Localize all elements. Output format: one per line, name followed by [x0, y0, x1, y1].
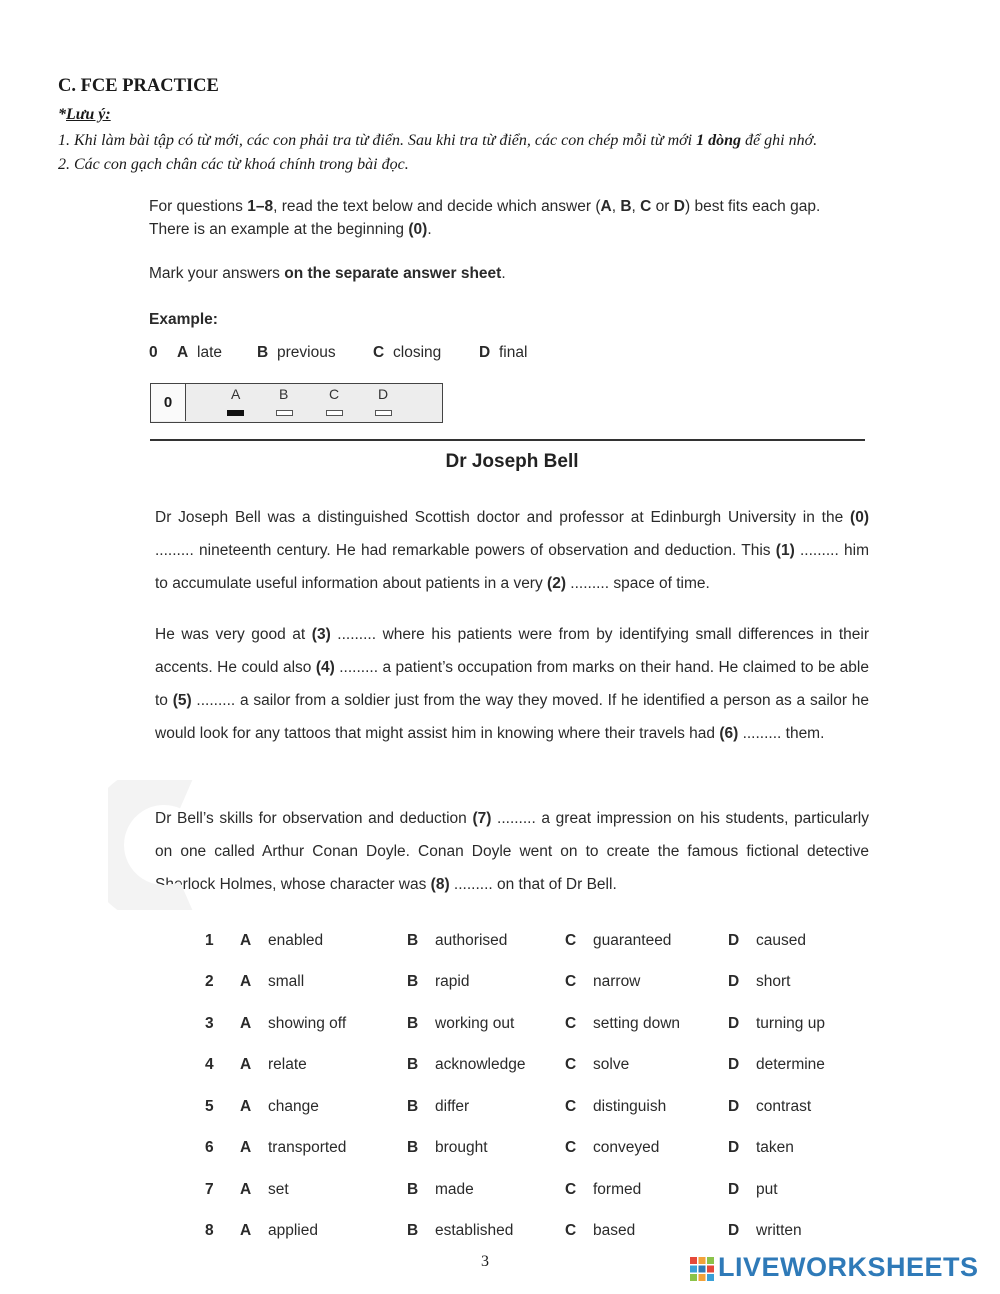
question-option-c[interactable]: guaranteed: [593, 932, 672, 949]
question-number: 1: [205, 932, 214, 949]
question-option-c[interactable]: conveyed: [593, 1139, 660, 1156]
divider: [150, 439, 865, 441]
option-letter-b: B: [407, 1098, 419, 1115]
note-label: Lưu ý:: [66, 106, 111, 123]
example-option-b: previous: [277, 344, 336, 361]
note-1-bold: 1 dòng: [696, 132, 742, 149]
question-option-c[interactable]: formed: [593, 1181, 642, 1198]
option-letter-a: A: [240, 1181, 252, 1198]
option-letter-a: A: [240, 1015, 252, 1032]
gap-8: (8): [430, 876, 450, 893]
question-option-a[interactable]: enabled: [268, 932, 324, 949]
example-options: [149, 344, 569, 364]
question-row: [0, 1015, 1000, 1037]
answer-mark-a[interactable]: [227, 410, 244, 416]
option-letter-b: B: [407, 1181, 419, 1198]
note-line-1: [58, 132, 817, 150]
example-number: 0: [149, 344, 158, 361]
option-letter-d: D: [728, 973, 740, 990]
option-letter-b: B: [407, 973, 419, 990]
question-number: 7: [205, 1181, 214, 1198]
question-option-b[interactable]: made: [435, 1181, 474, 1198]
option-letter-b: B: [407, 932, 419, 949]
gap-5: (5): [172, 692, 192, 709]
question-option-c[interactable]: solve: [593, 1056, 630, 1073]
question-row: [0, 1056, 1000, 1078]
question-option-a[interactable]: showing off: [268, 1015, 347, 1032]
question-option-c[interactable]: based: [593, 1222, 636, 1239]
example-letter-b: B: [257, 344, 269, 361]
option-letter-a: A: [240, 932, 252, 949]
brand-name: LIVEWORKSHEETS: [718, 1252, 979, 1282]
question-option-d[interactable]: turning up: [756, 1015, 825, 1032]
instruction-line-1: For questions 1–8, read the text below and decide which answer (A, B, C or D) best fits each gap.: [149, 198, 821, 215]
question-row: [0, 1098, 1000, 1120]
example-letter-a: A: [177, 344, 189, 361]
question-option-d[interactable]: taken: [756, 1139, 794, 1156]
gap-1: (1): [775, 542, 795, 559]
question-number: 5: [205, 1098, 214, 1115]
gap-3: (3): [311, 626, 331, 643]
option-letter-c: C: [565, 1098, 577, 1115]
option-letter-c: C: [565, 1056, 577, 1073]
example-option-a: late: [197, 344, 222, 361]
question-option-a[interactable]: applied: [268, 1222, 318, 1239]
gap-0: (0): [850, 509, 869, 526]
answer-box-letter-b: B: [279, 386, 289, 402]
question-option-b[interactable]: rapid: [435, 973, 470, 990]
answer-box-letter-d: D: [378, 386, 389, 402]
question-option-d[interactable]: written: [756, 1222, 802, 1239]
option-letter-c: C: [565, 973, 577, 990]
example-option-d: final: [499, 344, 528, 361]
watermark-shape: [108, 780, 198, 910]
gap-4: (4): [315, 659, 335, 676]
gap-2: (2): [547, 575, 566, 592]
option-letter-d: D: [728, 1015, 740, 1032]
passage-paragraph-3: Dr Bell’s skills for observation and deduction (7) ......... a great impression on his students, particularly on one called Arthur Conan Doyle. Conan Doyle went on to create the famous fictional detective Sherlock Holmes, whose character was (8) ......... on that of Dr Bell.: [155, 810, 869, 893]
question-option-c[interactable]: distinguish: [593, 1098, 667, 1115]
option-letter-d: D: [728, 1139, 740, 1156]
question-option-b[interactable]: established: [435, 1222, 514, 1239]
option-letter-a: A: [240, 973, 252, 990]
passage-paragraph-1: Dr Joseph Bell was a distinguished Scottish doctor and professor at Edinburgh University in the (0) ......... nineteenth century. He had remarkable powers of observation and deduction. This (1) ......... him to accumulate useful information about patients in a very (2) ......... space of time.: [155, 509, 869, 592]
question-option-b[interactable]: working out: [435, 1015, 515, 1032]
note-star: *: [58, 106, 66, 123]
instruction-line-2: There is an example at the beginning (0).: [149, 221, 432, 238]
example-label: Example:: [149, 311, 218, 328]
answer-box-letter-a: A: [231, 386, 241, 402]
question-option-b[interactable]: brought: [435, 1139, 488, 1156]
option-letter-b: B: [407, 1056, 419, 1073]
question-option-b[interactable]: acknowledge: [435, 1056, 526, 1073]
option-letter-a: A: [240, 1098, 252, 1115]
question-option-d[interactable]: caused: [756, 932, 806, 949]
option-letter-d: D: [728, 1181, 740, 1198]
option-letter-c: C: [565, 932, 577, 949]
passage-title: Dr Joseph Bell: [445, 451, 579, 472]
option-letter-c: C: [565, 1181, 577, 1198]
gap-6: (6): [719, 725, 739, 742]
question-row: [0, 1139, 1000, 1161]
gap-7: (7): [472, 810, 492, 827]
question-number: 2: [205, 973, 214, 990]
question-option-a[interactable]: set: [268, 1181, 289, 1198]
option-letter-d: D: [728, 1098, 740, 1115]
question-option-d[interactable]: contrast: [756, 1098, 812, 1115]
note-1-text-end: để ghi nhớ.: [741, 132, 818, 149]
question-option-d[interactable]: short: [756, 973, 791, 990]
example-letter-c: C: [373, 344, 385, 361]
example-answer-box: [150, 383, 443, 423]
question-option-c[interactable]: setting down: [593, 1015, 681, 1032]
option-letter-a: A: [240, 1222, 252, 1239]
question-row: [0, 1181, 1000, 1203]
option-letter-d: D: [728, 932, 740, 949]
passage-paragraph-2: He was very good at (3) ......... where his patients were from by identifying small differences in their accents. He could also (4) ......... a patient’s occupation from marks on their hand. He claimed to be able to (5) ......... a sailor from a soldier just from the way they moved. If he identified a person as a sailor he would look for any tattoos that might assist him in knowing where their travels had (6) ......... them.: [155, 626, 869, 742]
answer-mark-d[interactable]: [375, 410, 392, 416]
answer-mark-c[interactable]: [326, 410, 343, 416]
question-row: [0, 1222, 1000, 1244]
question-option-b[interactable]: authorised: [435, 932, 508, 949]
option-letter-a: A: [240, 1139, 252, 1156]
option-letter-b: B: [407, 1139, 419, 1156]
answer-box-number: 0: [151, 384, 186, 421]
answer-box-letter-c: C: [329, 386, 340, 402]
question-number: 8: [205, 1222, 214, 1239]
option-letter-c: C: [565, 1139, 577, 1156]
question-row: [0, 932, 1000, 954]
note-1-text: 1. Khi làm bài tập có từ mới, các con phải tra từ điển. Sau khi tra từ điển, các con chép mỗi từ mới: [58, 132, 697, 149]
liveworksheets-logo-icon: [690, 1257, 714, 1281]
question-option-b[interactable]: differ: [435, 1098, 470, 1115]
option-letter-c: C: [565, 1222, 577, 1239]
option-letter-d: D: [728, 1056, 740, 1073]
question-option-a[interactable]: small: [268, 973, 305, 990]
question-list: [0, 924, 1000, 1244]
option-letter-b: B: [407, 1015, 419, 1032]
question-option-c[interactable]: narrow: [593, 973, 641, 990]
answer-mark-b[interactable]: [276, 410, 293, 416]
option-letter-c: C: [565, 1015, 577, 1032]
option-letter-d: D: [728, 1222, 740, 1239]
question-row: [0, 973, 1000, 995]
liveworksheets-logo[interactable]: [690, 1254, 990, 1284]
note-heading: [58, 106, 111, 124]
instruction-line-3: Mark your answers on the separate answer sheet.: [149, 265, 506, 282]
question-option-a[interactable]: relate: [268, 1056, 307, 1073]
example-letter-d: D: [479, 344, 491, 361]
question-number: 6: [205, 1139, 214, 1156]
question-option-d[interactable]: determine: [756, 1056, 825, 1073]
question-option-a[interactable]: change: [268, 1098, 319, 1115]
note-line-2: 2. Các con gạch chân các từ khoá chính trong bài đọc.: [58, 156, 409, 173]
question-option-a[interactable]: transported: [268, 1139, 347, 1156]
section-title: C. FCE PRACTICE: [58, 76, 219, 96]
question-number: 4: [205, 1056, 214, 1073]
option-letter-a: A: [240, 1056, 252, 1073]
page-number: 3: [481, 1253, 489, 1270]
option-letter-b: B: [407, 1222, 419, 1239]
example-option-c: closing: [393, 344, 442, 361]
question-option-d[interactable]: put: [756, 1181, 778, 1198]
question-number: 3: [205, 1015, 214, 1032]
